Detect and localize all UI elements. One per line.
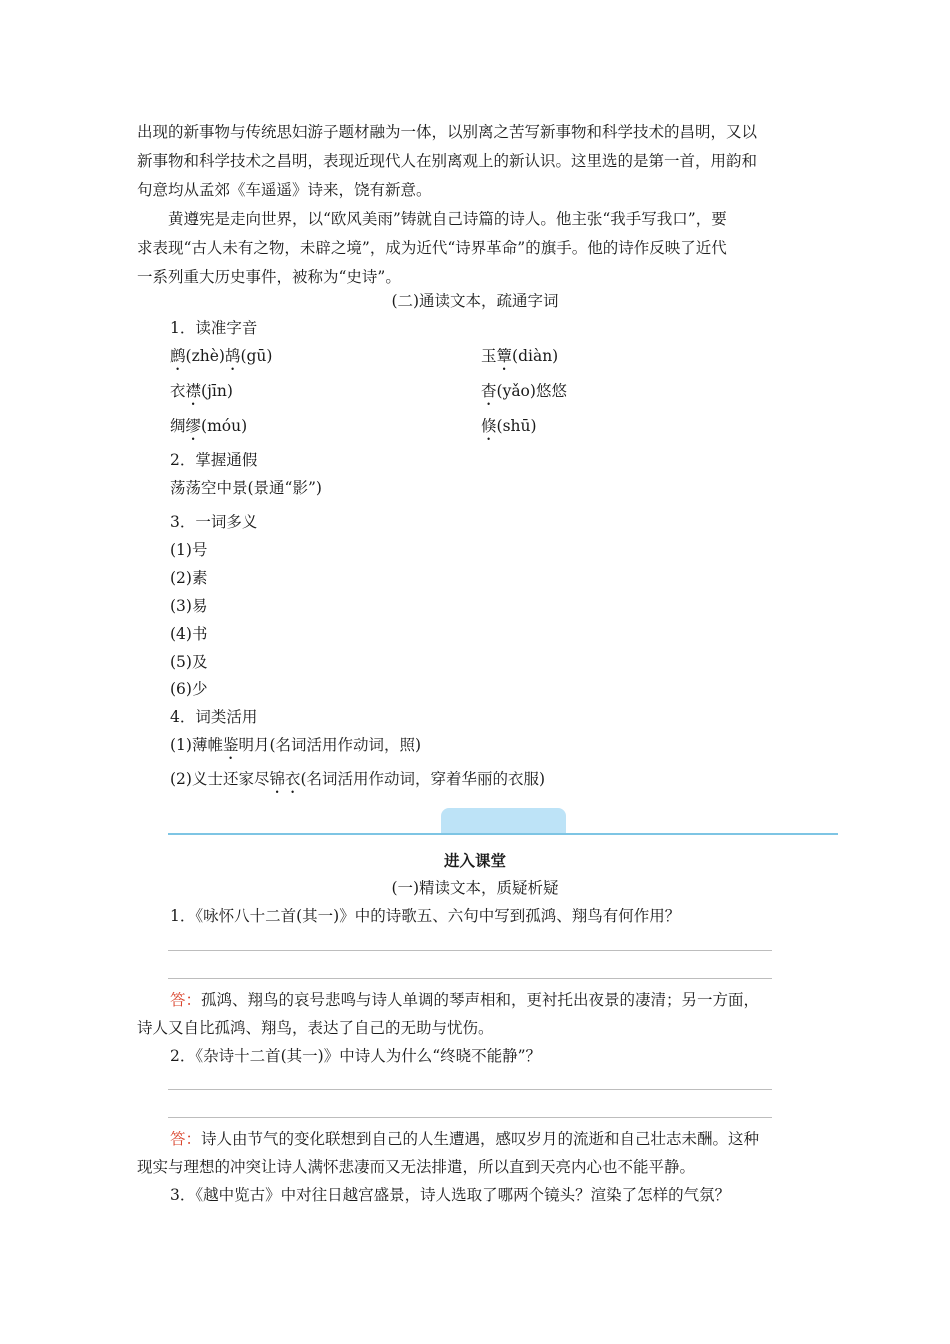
pron-item: 玉簟(diàn) bbox=[481, 347, 559, 365]
pron-item: 鹧(zhè)鸪(gū) bbox=[170, 347, 273, 365]
answer-blank-line bbox=[168, 950, 772, 951]
polysemy-item: (4)书 bbox=[170, 625, 208, 643]
polysemy-item: (2)素 bbox=[170, 569, 208, 587]
answer-2-line-2: 现实与理想的冲突让诗人满怀悲凄而又无法排遣，所以直到天亮内心也不能平静。 bbox=[137, 1158, 696, 1176]
section-heading-tongdu: (二)通读文本，疏通字词 bbox=[391, 292, 559, 310]
answer-label: 答： bbox=[170, 991, 202, 1009]
section-band-line bbox=[168, 833, 838, 835]
answer-blank-line bbox=[168, 978, 772, 979]
polysemy-item: (5)及 bbox=[170, 653, 208, 671]
section-band-tab bbox=[441, 808, 566, 834]
wordclass-title: 4．词类活用 bbox=[170, 708, 258, 726]
pron-item: 绸缪(móu) bbox=[170, 417, 248, 435]
tongjia-line: 荡荡空中景(景通“影”) bbox=[170, 479, 322, 497]
answer-1-line-1: 答：孤鸿、翔鸟的哀号悲鸣与诗人单调的琴声相和，更衬托出夜景的凄清；另一方面， bbox=[170, 991, 760, 1009]
intro-line-1: 出现的新事物与传统思妇游子题材融为一体，以别离之苦写新事物和科学技术的昌明，又以 bbox=[137, 123, 758, 141]
question-3: 3．《越中览古》中对往日越宫盛景，诗人选取了哪两个镜头？渲染了怎样的气氛？ bbox=[170, 1186, 731, 1204]
wordclass-line-1: (1)薄帷鉴明月(名词活用作动词，照) bbox=[170, 736, 422, 754]
polysemy-title: 3．一词多义 bbox=[170, 513, 258, 531]
pron-item: 倏(shū) bbox=[481, 417, 537, 435]
tongjia-title: 2．掌握通假 bbox=[170, 451, 258, 469]
section-subheading-jingdu: (一)精读文本，质疑析疑 bbox=[391, 879, 559, 897]
answer-2-line-1: 答：诗人由节气的变化联想到自己的人生遭遇，感叹岁月的流逝和自己壮志未酬。这种 bbox=[170, 1130, 760, 1148]
answer-blank-line bbox=[168, 1089, 772, 1090]
question-2: 2．《杂诗十二首(其一)》中诗人为什么“终晓不能静”？ bbox=[170, 1047, 542, 1065]
question-1: 1．《咏怀八十二首(其一)》中的诗歌五、六句中写到孤鸿、翔鸟有何作用？ bbox=[170, 907, 681, 925]
answer-label: 答： bbox=[170, 1130, 202, 1148]
polysemy-item: (3)易 bbox=[170, 597, 208, 615]
answer-1-line-2: 诗人又自比孤鸿、翔鸟，表达了自己的无助与忧伤。 bbox=[137, 1019, 494, 1037]
intro-line-2: 新事物和科学技术之昌明，表现近现代人在别离观上的新认识。这里选的是第一首，用韵和 bbox=[137, 152, 758, 170]
polysemy-item: (6)少 bbox=[170, 680, 208, 698]
intro-line-4: 黄遵宪是走向世界，以“欧风美雨”铸就自己诗篇的诗人。他主张“我手写我口”，要 bbox=[168, 210, 727, 228]
answer-blank-line bbox=[168, 1117, 772, 1118]
pron-title: 1．读准字音 bbox=[170, 319, 258, 337]
polysemy-item: (1)号 bbox=[170, 541, 208, 559]
pron-item: 衣襟(jīn) bbox=[170, 382, 233, 400]
wordclass-line-2: (2)义士还家尽锦衣(名词活用作动词，穿着华丽的衣服) bbox=[170, 770, 546, 788]
section-title-classroom: 进入课堂 bbox=[443, 851, 506, 870]
intro-line-6: 一系列重大历史事件，被称为“史诗”。 bbox=[137, 268, 401, 286]
pron-item: 杳(yǎo)悠悠 bbox=[481, 382, 567, 400]
intro-line-3: 句意均从孟郊《车遥遥》诗来，饶有新意。 bbox=[137, 181, 432, 199]
intro-line-5: 求表现“古人未有之物，未辟之境”，成为近代“诗界革命”的旗手。他的诗作反映了近代 bbox=[137, 239, 727, 257]
